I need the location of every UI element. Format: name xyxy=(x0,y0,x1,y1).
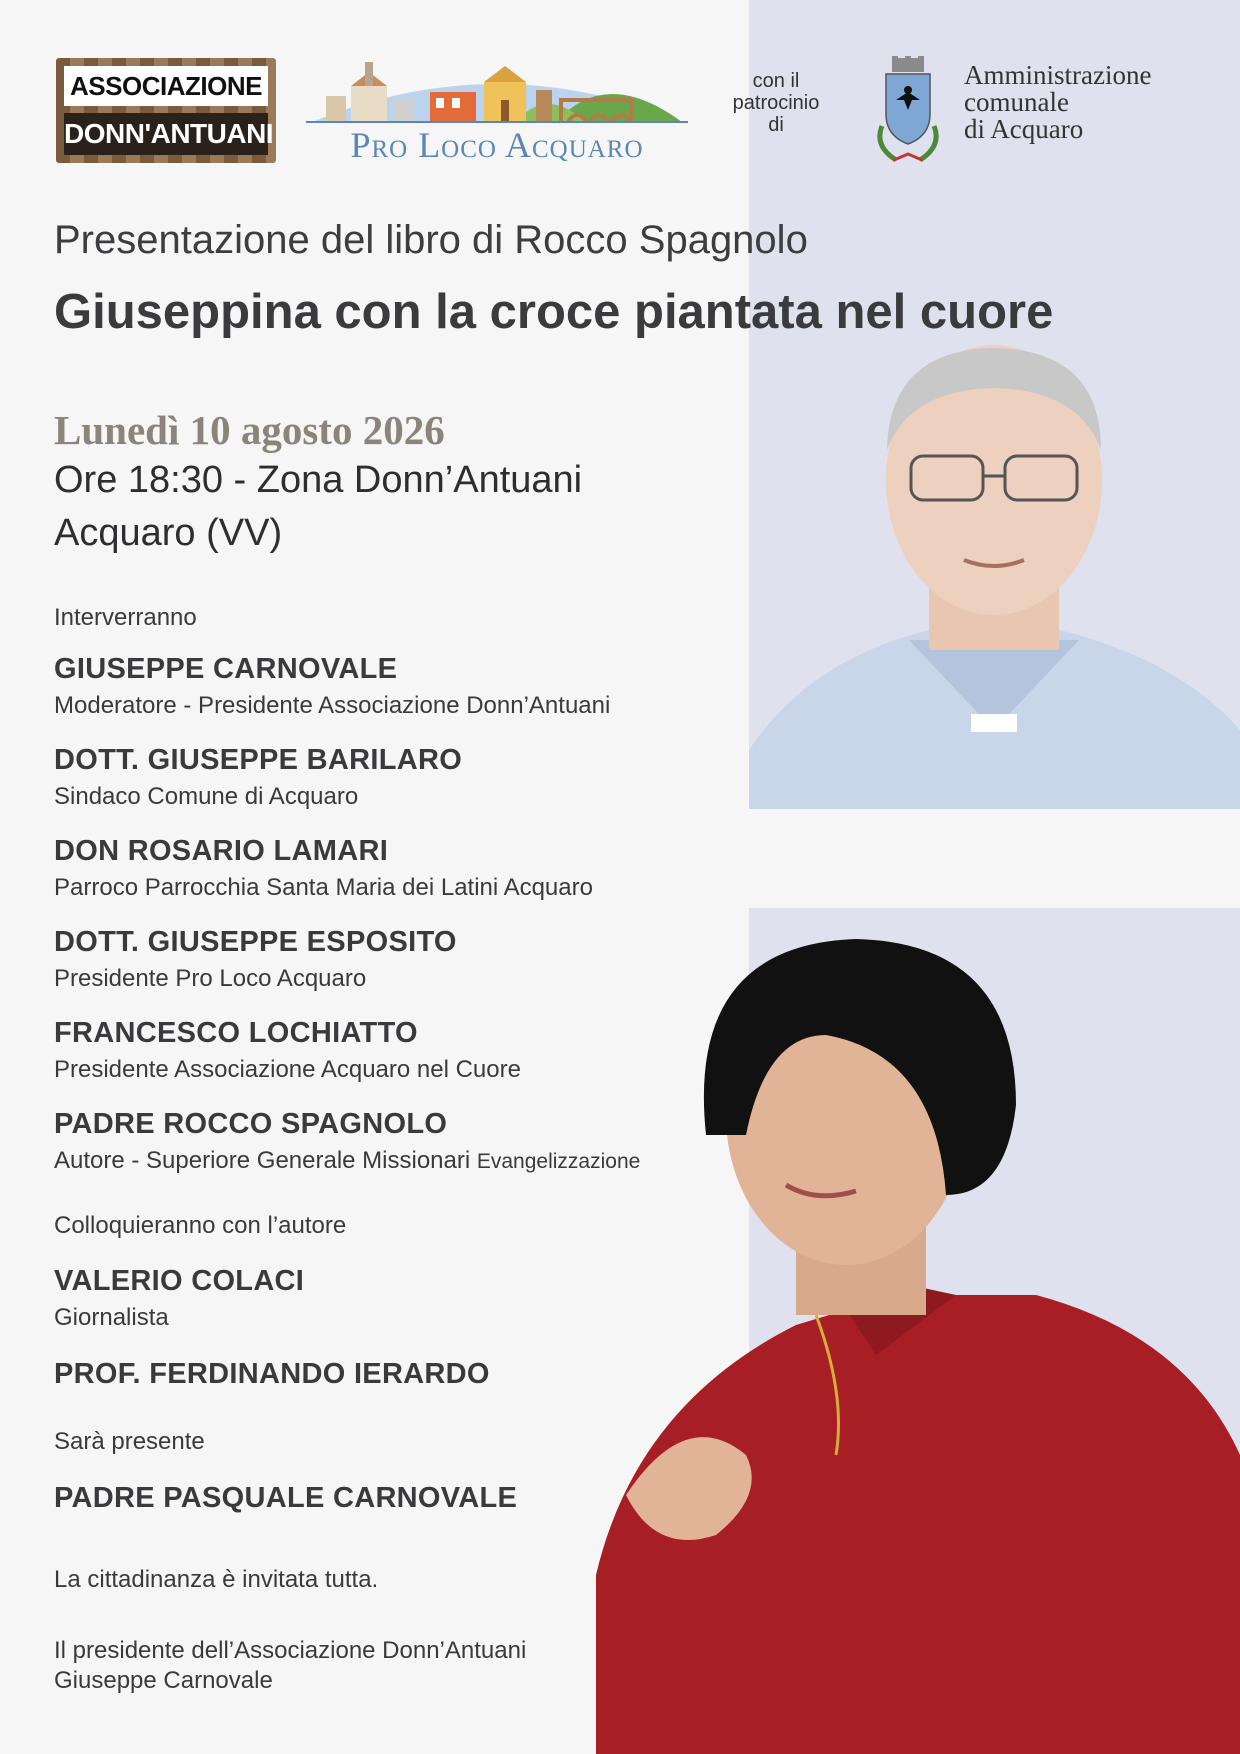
signature-line2: Giuseppe Carnovale xyxy=(54,1667,273,1694)
invitation-text: La cittadinanza è invitata tutta. xyxy=(54,1566,379,1593)
patronage-line3: di xyxy=(768,114,784,136)
dialogue-name: VALERIO COLACI xyxy=(54,1265,305,1297)
speaker-name: DOTT. GIUSEPPE BARILARO xyxy=(54,744,463,776)
speaker-name: GIUSEPPE CARNOVALE xyxy=(54,653,398,685)
event-place: Acquaro (VV) xyxy=(54,512,283,554)
dialogue-heading: Colloquieranno con l’autore xyxy=(54,1212,347,1239)
event-subtitle: Presentazione del libro di Rocco Spagnolo xyxy=(54,218,808,262)
municipality-name xyxy=(964,62,1151,143)
speaker-role: Moderatore - Presidente Associazione Donn’Antuani xyxy=(54,692,611,719)
municipality-crest-icon xyxy=(872,56,944,166)
speaker-name: PADRE ROCCO SPAGNOLO xyxy=(54,1108,448,1140)
municipality-line3: di Acquaro xyxy=(964,114,1084,144)
speaker-name: DOTT. GIUSEPPE ESPOSITO xyxy=(54,926,457,958)
proloco-logo-name: Pro Loco Acquaro xyxy=(350,125,644,165)
signature xyxy=(54,1636,526,1696)
event-time: Ore 18:30 - Zona Donn’Antuani xyxy=(54,459,583,501)
speaker-role: Sindaco Comune di Acquaro xyxy=(54,783,359,810)
proloco-village-icon xyxy=(306,56,688,128)
event-title: Giuseppina con la croce piantata nel cuore xyxy=(54,285,1054,339)
speaker-role-main: Autore - Superiore Generale Missionari xyxy=(54,1147,471,1174)
signature-line1: Il presidente dell’Associazione Donn’Antuani xyxy=(54,1637,527,1664)
speaker-role: Parroco Parrocchia Santa Maria dei Latini Acquaro xyxy=(54,874,593,901)
municipality-line1: Amministrazione xyxy=(964,60,1152,90)
event-date: Lunedì 10 agosto 2026 xyxy=(54,407,445,453)
speaker-role xyxy=(54,1147,640,1175)
present-name: PADRE PASQUALE CARNOVALE xyxy=(54,1482,518,1514)
author-portrait-photo xyxy=(749,330,1240,809)
speaker-name: DON ROSARIO LAMARI xyxy=(54,835,389,867)
speaker-role: Presidente Associazione Acquaro nel Cuore xyxy=(54,1056,521,1083)
speakers-heading: Interverranno xyxy=(54,604,197,631)
dialogue-name: PROF. FERDINANDO IERARDO xyxy=(54,1358,490,1390)
association-logo-line2: DONN'ANTUANI xyxy=(64,113,268,155)
speaker-role: Presidente Pro Loco Acquaro xyxy=(54,965,367,992)
speaker-role-small: Evangelizzazione xyxy=(476,1150,641,1173)
giuseppina-portrait-photo xyxy=(596,935,1240,1754)
dialogue-role: Giornalista xyxy=(54,1304,169,1331)
speaker-name: FRANCESCO LOCHIATTO xyxy=(54,1017,418,1049)
association-logo-line1: ASSOCIAZIONE xyxy=(64,66,268,106)
patronage-text xyxy=(720,70,832,136)
present-heading: Sarà presente xyxy=(54,1428,205,1455)
proloco-logo xyxy=(306,56,688,166)
patronage-line2: patrocinio xyxy=(732,92,820,114)
municipality-line2: comunale xyxy=(964,87,1069,117)
association-logo xyxy=(56,58,276,163)
patronage-line1: con il xyxy=(752,70,800,92)
